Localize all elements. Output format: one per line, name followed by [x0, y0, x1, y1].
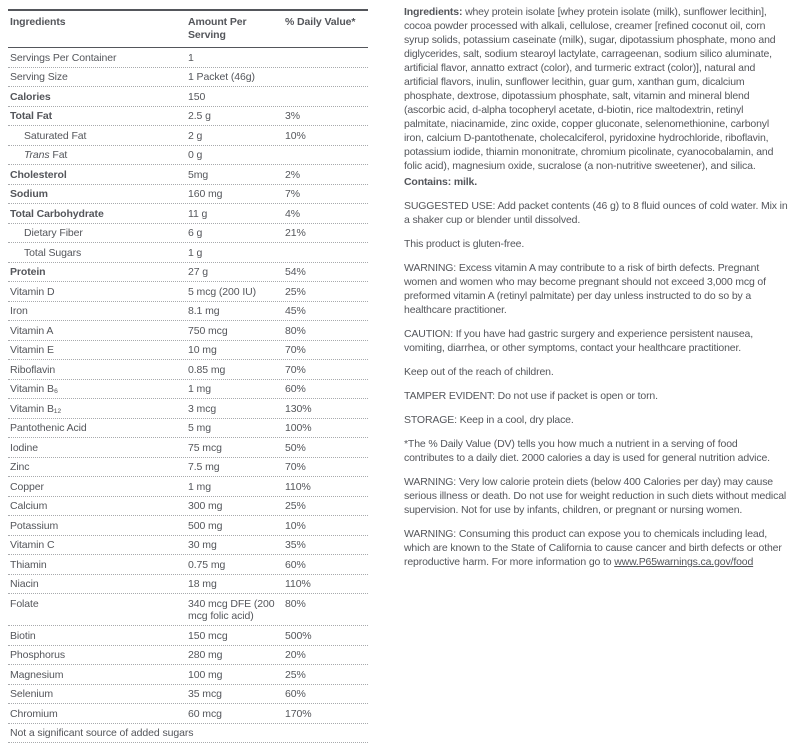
info-paragraph: [404, 237, 790, 251]
table-row: [8, 302, 368, 322]
info-paragraph: [404, 527, 790, 569]
row-label: Sodium: [10, 188, 48, 200]
row-label: Total Fat: [10, 110, 52, 122]
row-label: Saturated Fat: [24, 130, 86, 142]
row-label: Vitamin B₁₂: [10, 403, 61, 415]
info-paragraph: [404, 389, 790, 403]
info-paragraph: [404, 175, 790, 189]
table-row: [8, 399, 368, 419]
row-amount: 11 g: [188, 208, 285, 221]
row-label: Potassium: [10, 520, 58, 532]
info-column: [404, 5, 790, 579]
table-row: [8, 165, 368, 185]
row-label: Iron: [10, 305, 28, 317]
row-daily-value: 60%: [285, 383, 368, 396]
row-amount: 1 mg: [188, 383, 285, 396]
table-row: [8, 68, 368, 88]
row-label-cell: [8, 286, 188, 299]
paragraph-text: CAUTION: If you have had gastric surgery and experience persistent nausea, vomiting, diarrhea, or other symptoms, contact your healthcare practitioner.: [404, 328, 753, 354]
row-daily-value: 35%: [285, 539, 368, 552]
row-label: Calories: [10, 91, 51, 103]
table-body: [8, 48, 368, 724]
row-label: Copper: [10, 481, 44, 493]
row-label-cell: [8, 422, 188, 435]
row-daily-value: 100%: [285, 422, 368, 435]
table-row: [8, 575, 368, 595]
row-amount: 340 mcg DFE (200 mcg folic acid): [188, 598, 285, 623]
table-row: [8, 224, 368, 244]
row-label: Magnesium: [10, 669, 63, 681]
row-label-cell: [8, 208, 188, 221]
row-label-cell: [8, 688, 188, 701]
row-label-cell: [8, 539, 188, 552]
table-header-ingredients: Ingredients: [8, 16, 188, 29]
row-label: Vitamin D: [10, 286, 54, 298]
row-amount: 3 mcg: [188, 403, 285, 416]
row-amount: 1 Packet (46g): [188, 71, 285, 84]
row-label: Vitamin E: [10, 344, 54, 356]
row-daily-value: 10%: [285, 520, 368, 533]
table-row: [8, 626, 368, 646]
row-daily-value: 80%: [285, 325, 368, 338]
row-label: Vitamin B₆: [10, 383, 58, 395]
table-row: [8, 477, 368, 497]
row-label-cell: [8, 91, 188, 104]
table-row: [8, 704, 368, 724]
row-label: Vitamin A: [10, 325, 53, 337]
row-label-cell: [8, 188, 188, 201]
row-daily-value: 70%: [285, 344, 368, 357]
row-label: Phosphorus: [10, 649, 65, 661]
table-row: [8, 185, 368, 205]
row-amount: 60 mcg: [188, 708, 285, 721]
row-amount: 0.85 mg: [188, 364, 285, 377]
row-amount: 6 g: [188, 227, 285, 240]
row-label: Niacin: [10, 578, 39, 590]
row-amount: 300 mg: [188, 500, 285, 513]
row-daily-value: 3%: [285, 110, 368, 123]
row-amount: 1 mg: [188, 481, 285, 494]
row-daily-value: 50%: [285, 442, 368, 455]
row-daily-value: 110%: [285, 578, 368, 591]
paragraph-lead: Contains: milk.: [404, 176, 477, 188]
row-label: Pantothenic Acid: [10, 422, 87, 434]
p65-warnings-link[interactable]: www.P65warnings.ca.gov/food: [614, 556, 753, 568]
table-row: [8, 685, 368, 705]
table-row: [8, 48, 368, 68]
row-label: Thiamin: [10, 559, 47, 571]
row-daily-value: 70%: [285, 364, 368, 377]
row-label: Total Sugars: [24, 247, 81, 259]
row-daily-value: 45%: [285, 305, 368, 318]
row-label-cell: [8, 442, 188, 455]
row-label-cell: [8, 649, 188, 662]
row-amount: 5 mg: [188, 422, 285, 435]
row-label-cell: [8, 130, 188, 143]
row-label: Dietary Fiber: [24, 227, 83, 239]
row-label: Riboflavin: [10, 364, 55, 376]
paragraph-text: SUGGESTED USE: Add packet contents (46 g) to 8 fluid ounces of cold water. Mix in a shaker cup or blender until dissolved.: [404, 200, 788, 226]
table-row: [8, 107, 368, 127]
table-header-row: [8, 9, 368, 48]
row-amount: 27 g: [188, 266, 285, 279]
info-paragraph: [404, 199, 790, 227]
paragraph-text: whey protein isolate [whey protein isolate (milk), sunflower lecithin], cocoa powder processed with alkali, cellulose, creamer [refined coconut oil, corn syrup solids, potassium caseinate (milk), sugar, dipotassium phosphate, mono and diglycerides, salt, sodium stearoyl lactylate, carrageenan, sodium silico aluminate, artificial flavor, annatto extract (color), and turmeric extract (color)], natural and artificial flavors, inulin, sunflower lecithin, guar gum, xanthan gum, dicalcium phosphate, dextrose, dipotassium phosphate, salt, vitamin and mineral blend (ascorbic acid, d-alpha tocopheryl acetate, d-biotin, rice maltodextrin, retinyl palmitate, niacinamide, zinc oxide, copper gluconate, selenomethionine, carbonyl iron, calcium D-pantothenate, cholecalciferol, pyridoxine hydrochloride, riboflavin, potassium iodide, thiamin mononitrate, chromium picolinate, cyanocobalamin, and folic acid), magnesium oxide, sucralose (a non-nutritive sweetener), and silica.: [404, 6, 775, 172]
row-amount: 750 mcg: [188, 325, 285, 338]
row-label-cell: [8, 559, 188, 572]
paragraph-text: *The % Daily Value (DV) tells you how much a nutrient in a serving of food contributes to a daily diet. 2000 calories a day is used for general nutrition advice.: [404, 438, 770, 464]
table-row: [8, 341, 368, 361]
paragraph-lead: Ingredients:: [404, 6, 462, 18]
table-row: [8, 555, 368, 575]
row-label-cell: [8, 305, 188, 318]
paragraph-text: WARNING: Consuming this product can expose you to chemicals including lead, which are known to the State of California to cause cancer and birth defects or other reproductive harm. For more information go to: [404, 528, 782, 568]
row-label-italic: Trans: [24, 149, 50, 161]
info-paragraph: [404, 327, 790, 355]
row-label-cell: [8, 598, 188, 611]
row-label: Cholesterol: [10, 169, 67, 181]
row-daily-value: 2%: [285, 169, 368, 182]
table-row: [8, 204, 368, 224]
row-label: Protein: [10, 266, 45, 278]
row-label-cell: [8, 266, 188, 279]
row-label: Vitamin C: [10, 539, 54, 551]
info-paragraph: [404, 413, 790, 427]
row-label-cell: [8, 344, 188, 357]
table-row: [8, 665, 368, 685]
row-daily-value: 10%: [285, 130, 368, 143]
table-row: [8, 458, 368, 478]
row-amount: 10 mg: [188, 344, 285, 357]
row-label-cell: [8, 403, 188, 416]
table-row: [8, 282, 368, 302]
row-label-cell: [8, 500, 188, 513]
row-label-cell: [8, 149, 188, 162]
info-paragraph: [404, 5, 790, 173]
row-amount: 5 mcg (200 IU): [188, 286, 285, 299]
row-label-cell: [8, 669, 188, 682]
paragraph-text: WARNING: Very low calorie protein diets (below 400 Calories per day) may cause serious illness or death. Do not use for weight reduction in such diets without medical supervision. Not for use by infants, children, or pregnant or nursing women.: [404, 476, 786, 516]
row-amount: 500 mg: [188, 520, 285, 533]
table-row: [8, 263, 368, 283]
row-daily-value: 54%: [285, 266, 368, 279]
row-label: Serving Size: [10, 71, 68, 83]
row-label-cell: [8, 364, 188, 377]
row-label: Total Carbohydrate: [10, 208, 104, 220]
table-row: [8, 497, 368, 517]
row-daily-value: 130%: [285, 403, 368, 416]
table-row: [8, 126, 368, 146]
row-label-cell: [8, 169, 188, 182]
row-daily-value: 60%: [285, 559, 368, 572]
row-amount: 2.5 g: [188, 110, 285, 123]
paragraph-text: TAMPER EVIDENT: Do not use if packet is open or torn.: [404, 390, 658, 402]
table-row: [8, 87, 368, 107]
row-label-cell: [8, 71, 188, 84]
row-amount: 30 mg: [188, 539, 285, 552]
row-daily-value: 110%: [285, 481, 368, 494]
row-label: Chromium: [10, 708, 58, 720]
row-label: Iodine: [10, 442, 38, 454]
row-label-cell: [8, 247, 188, 260]
row-daily-value: 4%: [285, 208, 368, 221]
row-amount: 2 g: [188, 130, 285, 143]
row-label-cell: [8, 110, 188, 123]
row-label-cell: [8, 520, 188, 533]
table-header-amount-per-serving: Amount Per Serving: [188, 16, 285, 42]
paragraph-text: This product is gluten-free.: [404, 238, 524, 250]
row-label-cell: [8, 325, 188, 338]
paragraph-text: STORAGE: Keep in a cool, dry place.: [404, 414, 574, 426]
row-amount: 75 mcg: [188, 442, 285, 455]
row-label: Servings Per Container: [10, 52, 116, 64]
row-daily-value: 80%: [285, 598, 368, 611]
row-amount: 280 mg: [188, 649, 285, 662]
row-label-cell: [8, 461, 188, 474]
row-amount: 35 mcg: [188, 688, 285, 701]
row-label: Fat: [50, 149, 68, 161]
table-row: [8, 646, 368, 666]
info-paragraph: [404, 437, 790, 465]
row-label-cell: [8, 52, 188, 65]
row-label-cell: [8, 708, 188, 721]
row-label: Zinc: [10, 461, 29, 473]
info-paragraph: [404, 261, 790, 317]
row-amount: 18 mg: [188, 578, 285, 591]
row-amount: 150 mcg: [188, 630, 285, 643]
table-row: [8, 516, 368, 536]
row-label: Calcium: [10, 500, 47, 512]
row-amount: 1: [188, 52, 285, 65]
paragraph-text: Keep out of the reach of children.: [404, 366, 554, 378]
table-row: [8, 360, 368, 380]
row-label-cell: [8, 227, 188, 240]
row-label-cell: [8, 630, 188, 643]
row-amount: 7.5 mg: [188, 461, 285, 474]
row-daily-value: 25%: [285, 286, 368, 299]
info-paragraph: [404, 365, 790, 379]
row-daily-value: 20%: [285, 649, 368, 662]
table-row: [8, 243, 368, 263]
table-row: [8, 594, 368, 626]
nutrition-facts-table: [8, 9, 368, 743]
row-amount: 0 g: [188, 149, 285, 162]
paragraph-text: WARNING: Excess vitamin A may contribute to a risk of birth defects. Pregnant women and women who may become pregnant should not exceed 3,000 mcg of preformed vitamin A (retinyl palmitate) per day unless instructed to do so by a healthcare practitioner.: [404, 262, 766, 316]
table-header-daily-value: % Daily Value*: [285, 16, 368, 29]
row-amount: 100 mg: [188, 669, 285, 682]
row-amount: 5mg: [188, 169, 285, 182]
row-daily-value: 7%: [285, 188, 368, 201]
row-label: Selenium: [10, 688, 53, 700]
table-footnote: Not a significant source of added sugars: [8, 724, 368, 743]
row-label-cell: [8, 383, 188, 396]
row-amount: 8.1 mg: [188, 305, 285, 318]
table-row: [8, 146, 368, 166]
row-daily-value: 60%: [285, 688, 368, 701]
table-row: [8, 321, 368, 341]
row-label: Biotin: [10, 630, 36, 642]
row-label-cell: [8, 578, 188, 591]
row-daily-value: 21%: [285, 227, 368, 240]
row-label-cell: [8, 481, 188, 494]
row-amount: 1 g: [188, 247, 285, 260]
row-label: Folate: [10, 598, 39, 610]
row-amount: 0.75 mg: [188, 559, 285, 572]
table-row: [8, 419, 368, 439]
row-amount: 150: [188, 91, 285, 104]
row-daily-value: 70%: [285, 461, 368, 474]
row-daily-value: 500%: [285, 630, 368, 643]
row-daily-value: 25%: [285, 500, 368, 513]
info-paragraph: [404, 475, 790, 517]
row-daily-value: 25%: [285, 669, 368, 682]
row-daily-value: 170%: [285, 708, 368, 721]
table-row: [8, 380, 368, 400]
table-row: [8, 438, 368, 458]
row-amount: 160 mg: [188, 188, 285, 201]
table-row: [8, 536, 368, 556]
